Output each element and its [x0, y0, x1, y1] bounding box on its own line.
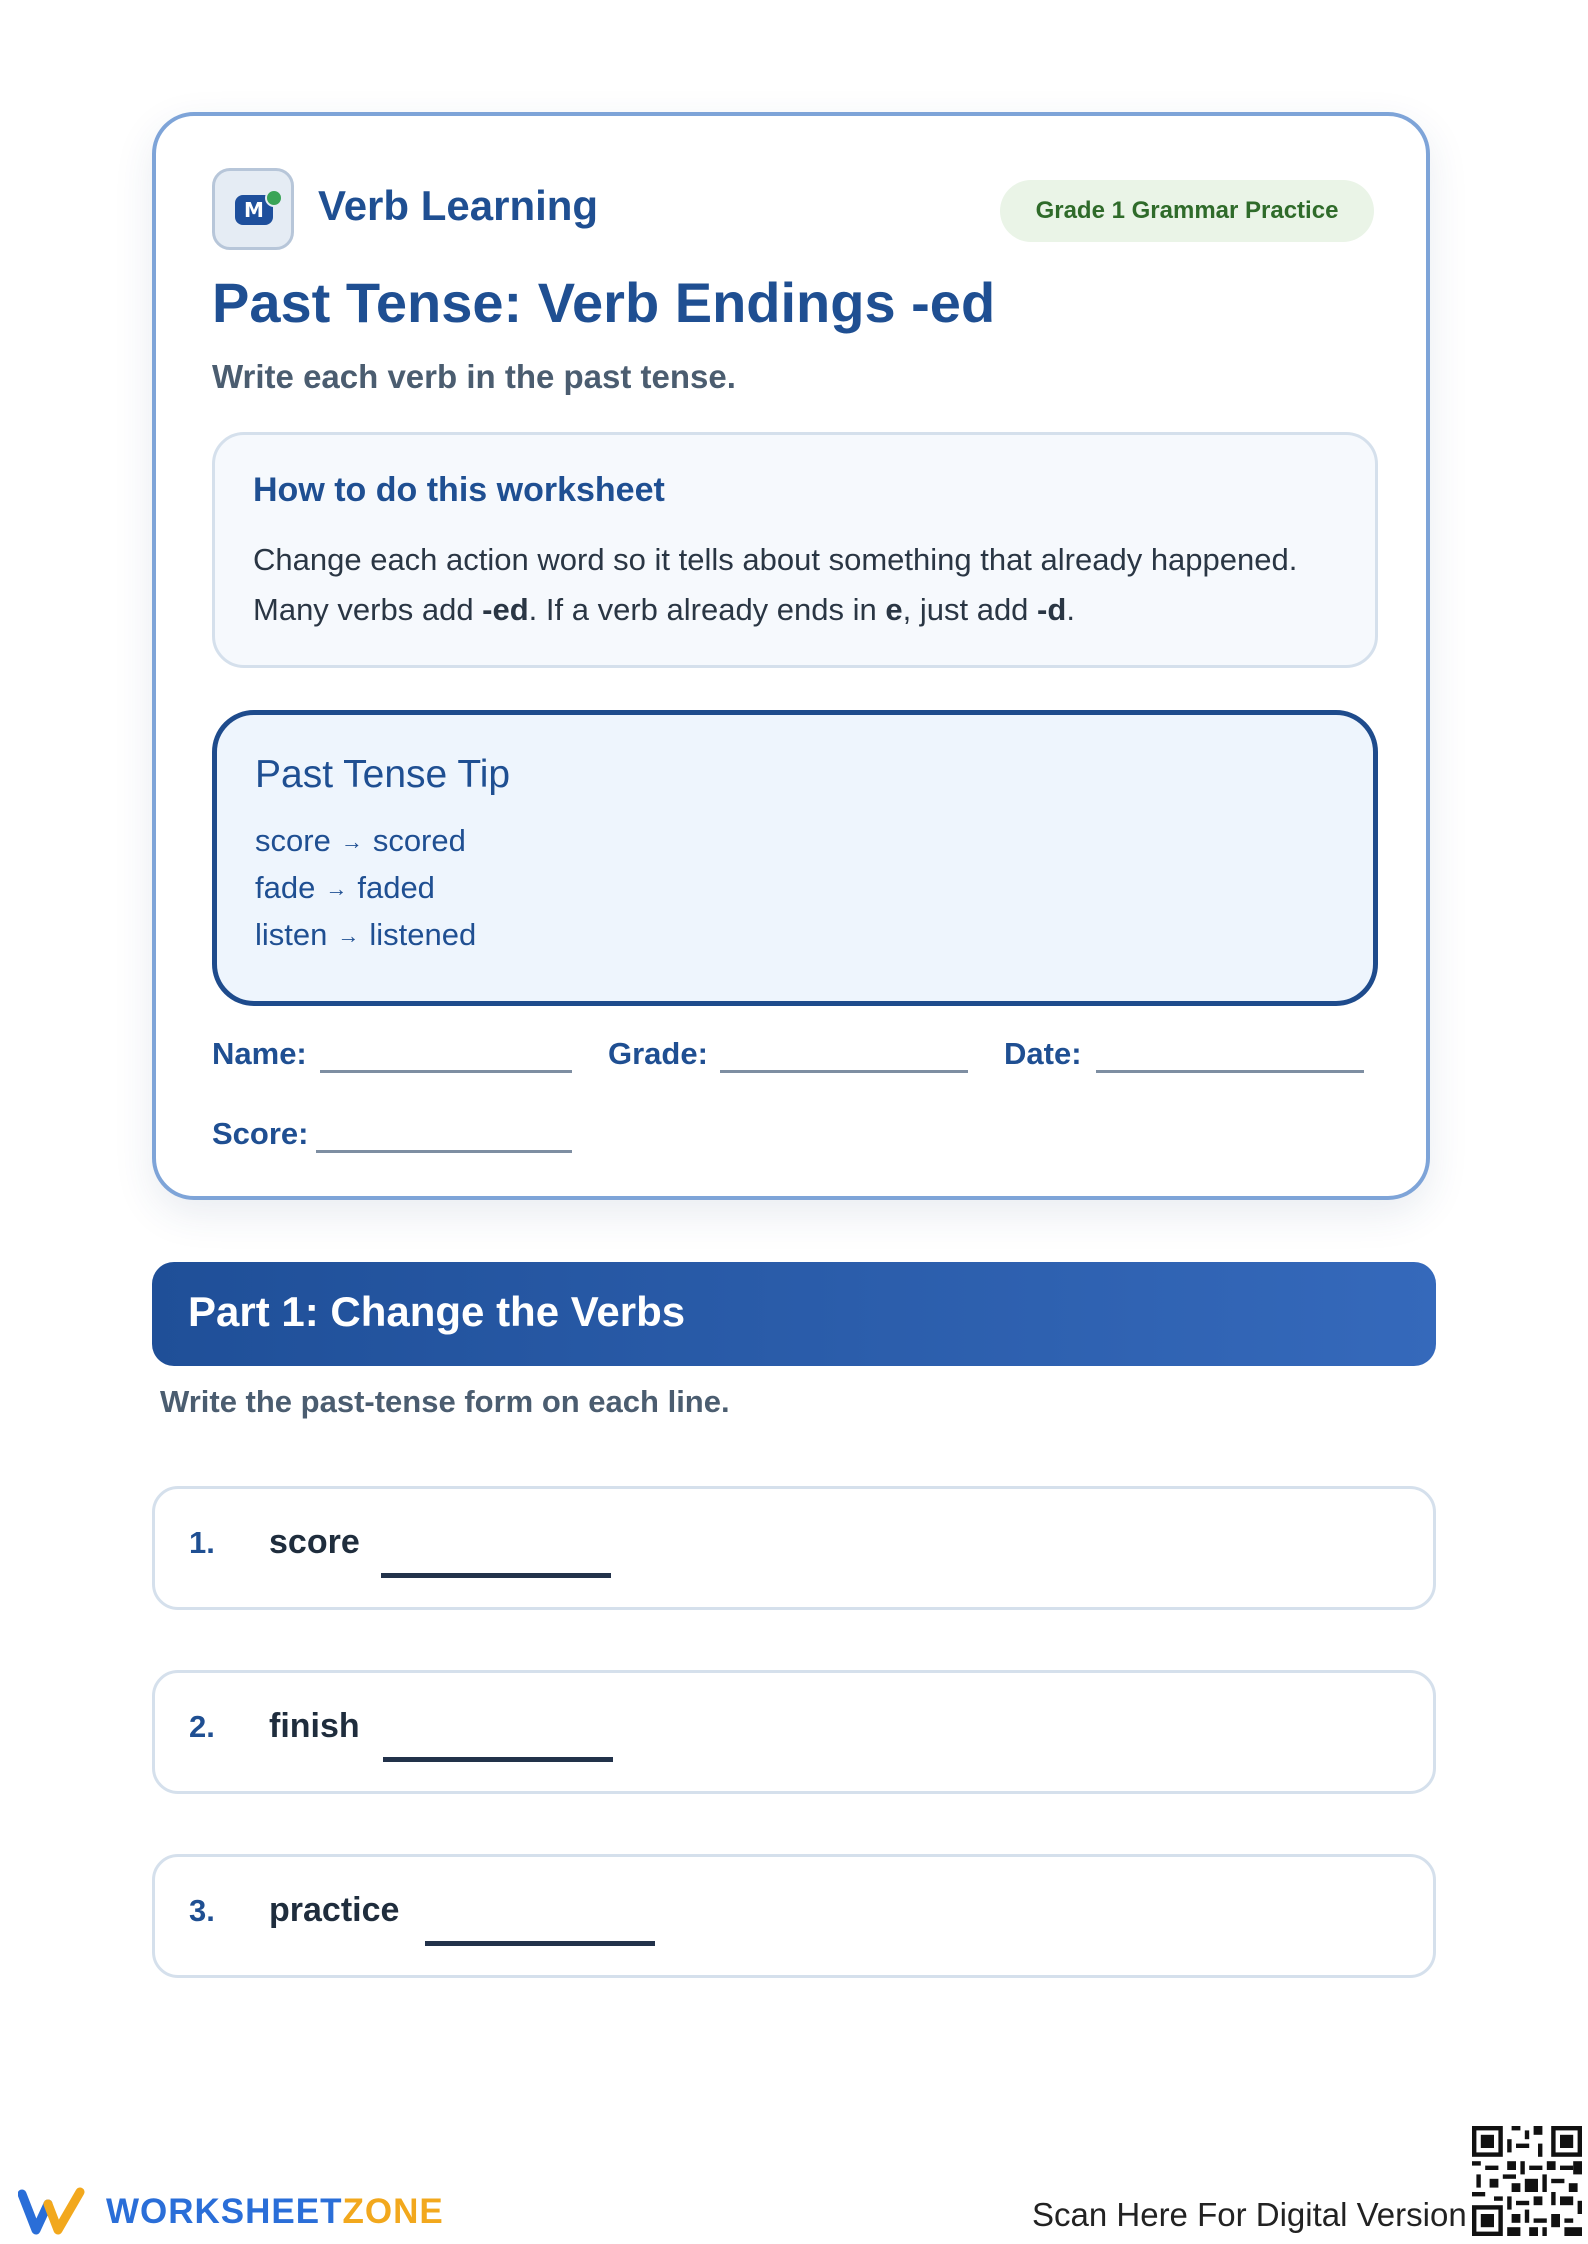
worksheet-header-card	[152, 112, 1430, 1200]
name-label: Name:	[212, 1036, 307, 1071]
worksheetzone-logo-icon	[18, 2186, 90, 2236]
date-line[interactable]	[1096, 1070, 1364, 1073]
answer-line[interactable]	[425, 1941, 655, 1946]
question-number: 1.	[189, 1525, 215, 1560]
grade-label: Grade:	[608, 1036, 708, 1071]
page-title: Past Tense: Verb Endings -ed	[212, 271, 996, 334]
part1-instruction: Write the past-tense form on each line.	[160, 1384, 730, 1419]
question-item	[152, 1670, 1436, 1794]
scan-text: Scan Here For Digital Version	[1032, 2196, 1467, 2233]
brand-name: Verb Learning	[318, 182, 599, 229]
tip-example: fade → faded	[255, 870, 435, 905]
arrow-right-icon: →	[337, 923, 360, 948]
tip-example: score → scored	[255, 823, 466, 858]
answer-line[interactable]	[383, 1757, 613, 1762]
question-word: score	[269, 1523, 360, 1561]
part1-header	[152, 1262, 1436, 1366]
grade-line[interactable]	[720, 1070, 968, 1073]
instructions-text: Change each action word so it tells about something that already happened. Many verbs add -ed. If a verb already ends in e, just add -d.	[253, 542, 1298, 627]
tip-heading: Past Tense Tip	[255, 753, 511, 796]
worksheetzone-brand: WORKSHEETZONE	[106, 2192, 444, 2231]
past-tense-tip-box	[212, 710, 1378, 1006]
question-number: 2.	[189, 1709, 215, 1744]
qr-code-icon[interactable]	[1472, 2126, 1582, 2236]
answer-line[interactable]	[381, 1573, 611, 1578]
score-line[interactable]	[316, 1150, 572, 1153]
instructions-heading: How to do this worksheet	[253, 471, 665, 509]
verb-learning-logo	[212, 168, 294, 250]
name-line[interactable]	[320, 1070, 572, 1073]
date-label: Date:	[1004, 1036, 1082, 1071]
question-word: practice	[269, 1891, 400, 1929]
tip-example: listen → listened	[255, 917, 477, 952]
score-label: Score:	[212, 1116, 309, 1151]
instructions-box	[212, 432, 1378, 668]
logo-dot-icon	[265, 189, 283, 207]
page-subtitle: Write each verb in the past tense.	[212, 358, 736, 395]
question-item	[152, 1854, 1436, 1978]
arrow-right-icon: →	[340, 829, 363, 854]
part1-title: Part 1: Change the Verbs	[188, 1288, 686, 1335]
logo-letter: M	[235, 195, 273, 225]
question-word: finish	[269, 1707, 360, 1745]
grade-badge: Grade 1 Grammar Practice	[1000, 180, 1374, 242]
question-number: 3.	[189, 1893, 215, 1928]
arrow-right-icon: →	[325, 876, 348, 901]
question-item	[152, 1486, 1436, 1610]
